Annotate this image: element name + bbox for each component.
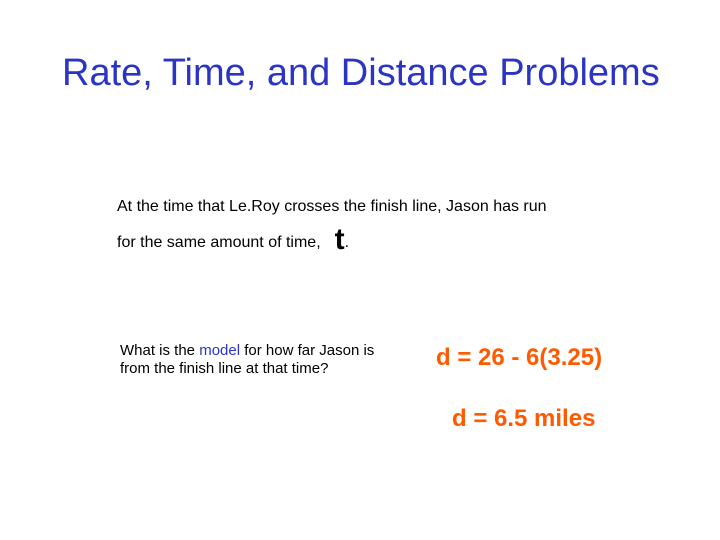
distance-formula: d = 26 - 6(3.25) [436,344,603,371]
question-text-end: for how far Jason is from the finish line at that time? [120,342,375,377]
statement-line-2 [117,223,349,260]
statement-period: . [344,234,350,251]
distance-result: d = 6.5 miles [452,405,596,432]
model-highlight: model [199,342,241,359]
slide-title: Rate, Time, and Distance Problems [62,52,660,94]
time-variable: t [334,223,345,256]
question-text-start: What is the [120,342,200,359]
model-question [120,342,395,378]
statement-line-1: At the time that Le.Roy crosses the finish line, Jason has run [117,198,547,215]
statement-line-2-text: for the same amount of time, [117,234,321,251]
